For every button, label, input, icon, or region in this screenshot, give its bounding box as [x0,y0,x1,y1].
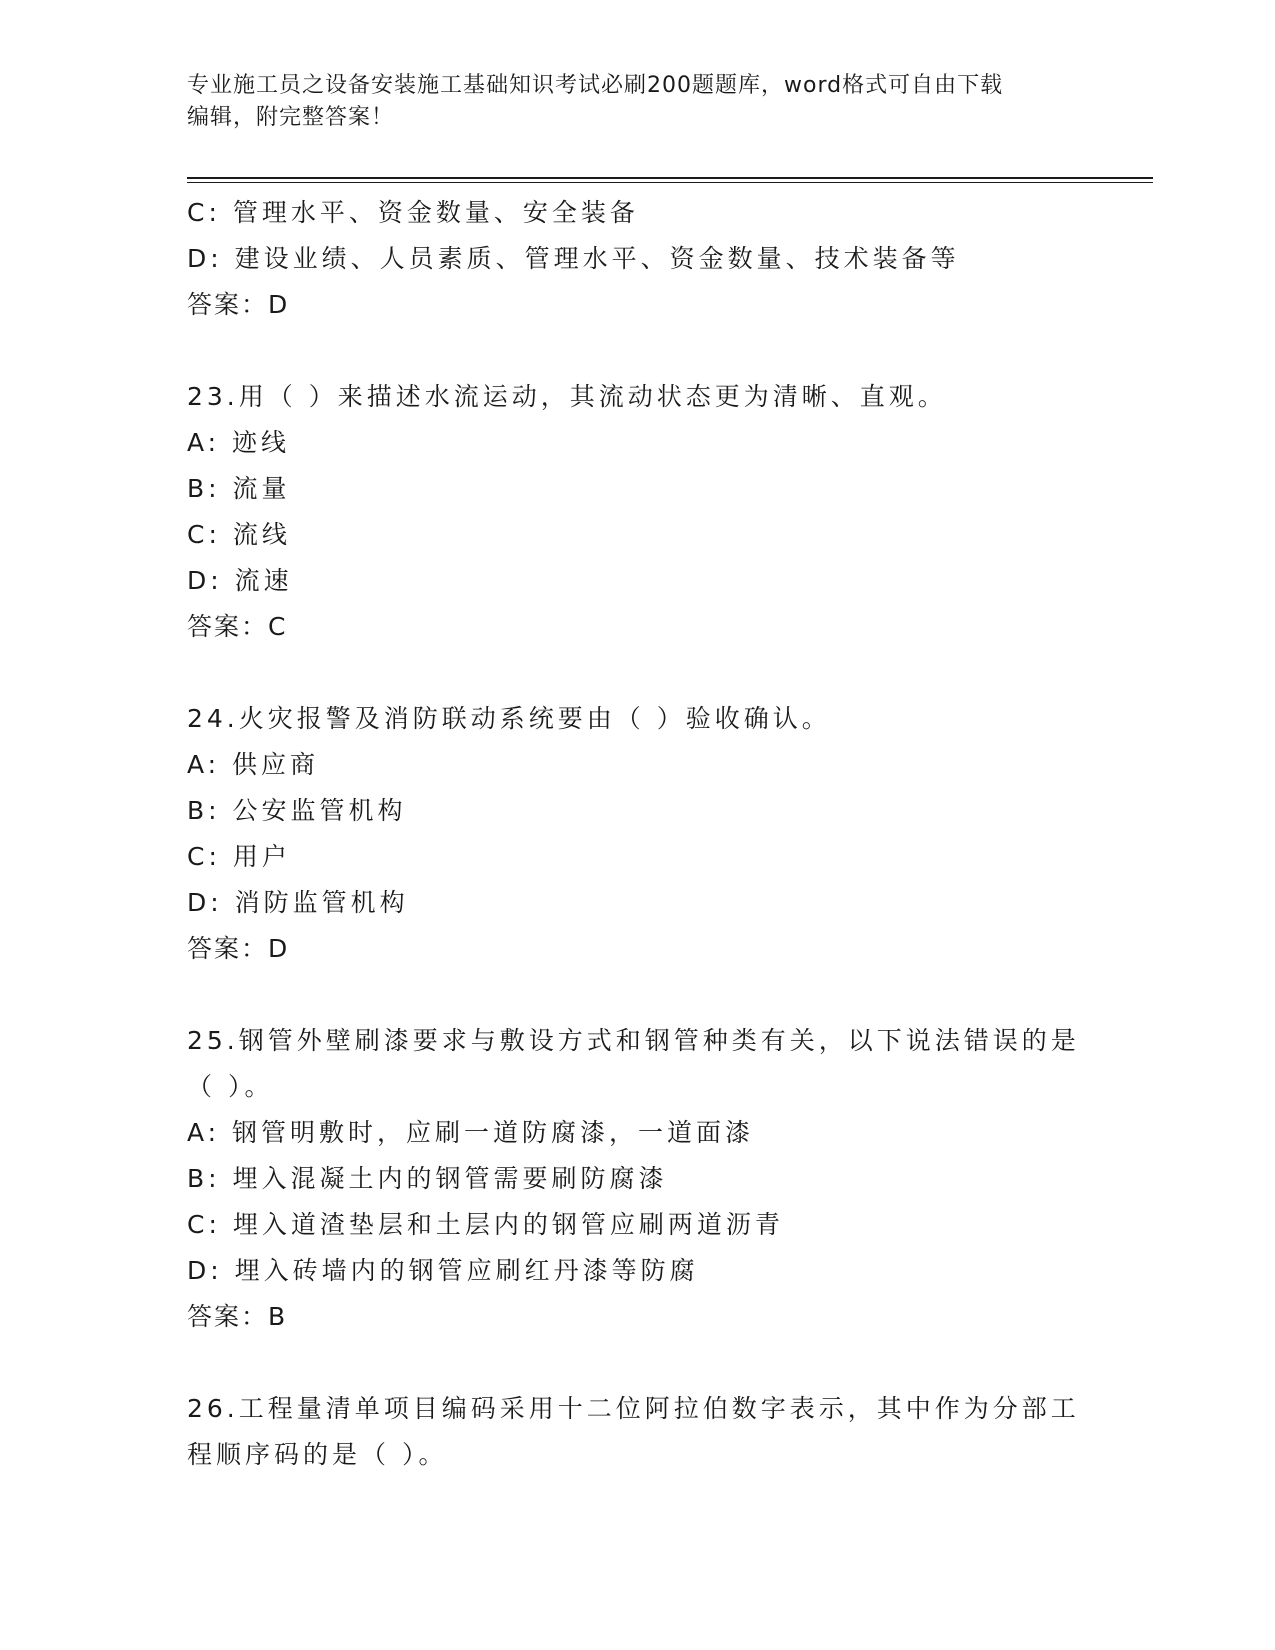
option-d: D: 埋入砖墙内的钢管应刷红丹漆等防腐 [187,1256,699,1285]
answer: 答案：C [187,612,288,641]
answer: 答案：D [187,290,290,319]
option-d: D: 建设业绩、人员素质、管理水平、资金数量、技术装备等 [187,244,960,273]
header-title-line-1: 专业施工员之设备安装施工基础知识考试必刷200题题库，word格式可自由下载 [187,73,1004,98]
document-header [187,70,1087,134]
question-25 [187,1018,1087,1340]
option-c: C: 埋入道渣垫层和土层内的钢管应刷两道沥青 [187,1210,784,1239]
option-b: B: 流量 [187,474,291,503]
question-stem: 24.火灾报警及消防联动系统要由（ ）验收确认。 [187,704,831,733]
option-d: D: 流速 [187,566,293,595]
answer: 答案：D [187,934,290,963]
option-a: A: 供应商 [187,750,320,779]
spacer [187,328,1087,374]
question-22-continuation [187,190,1087,328]
option-b: B: 埋入混凝土内的钢管需要刷防腐漆 [187,1164,668,1193]
option-d: D: 消防监管机构 [187,888,409,917]
question-23 [187,374,1087,650]
question-stem-line-2: （ ）。 [187,1072,274,1101]
question-stem-line-1: 26.工程量清单项目编码采用十二位阿拉伯数字表示，其中作为分部工 [187,1394,1080,1423]
question-stem-line-1: 25.钢管外壁刷漆要求与敷设方式和钢管种类有关，以下说法错误的是 [187,1026,1080,1055]
option-c: C: 流线 [187,520,291,549]
spacer [187,650,1087,696]
question-26 [187,1386,1087,1478]
option-a: A: 迹线 [187,428,291,457]
option-c: C: 用户 [187,842,291,871]
header-rule-thin [187,182,1153,183]
spacer [187,1340,1087,1386]
question-24 [187,696,1087,972]
option-b: B: 公安监管机构 [187,796,407,825]
question-stem: 23.用（ ）来描述水流运动，其流动状态更为清晰、直观。 [187,382,947,411]
header-title-line-2: 编辑，附完整答案！ [187,105,395,130]
option-a: A: 钢管明敷时，应刷一道防腐漆，一道面漆 [187,1118,755,1147]
spacer [187,972,1087,1018]
option-c: C: 管理水平、资金数量、安全装备 [187,198,639,227]
question-list [187,190,1087,1478]
header-rule-thick [187,177,1153,179]
question-stem-line-2: 程顺序码的是（ ）。 [187,1440,448,1469]
answer: 答案：B [187,1302,288,1331]
